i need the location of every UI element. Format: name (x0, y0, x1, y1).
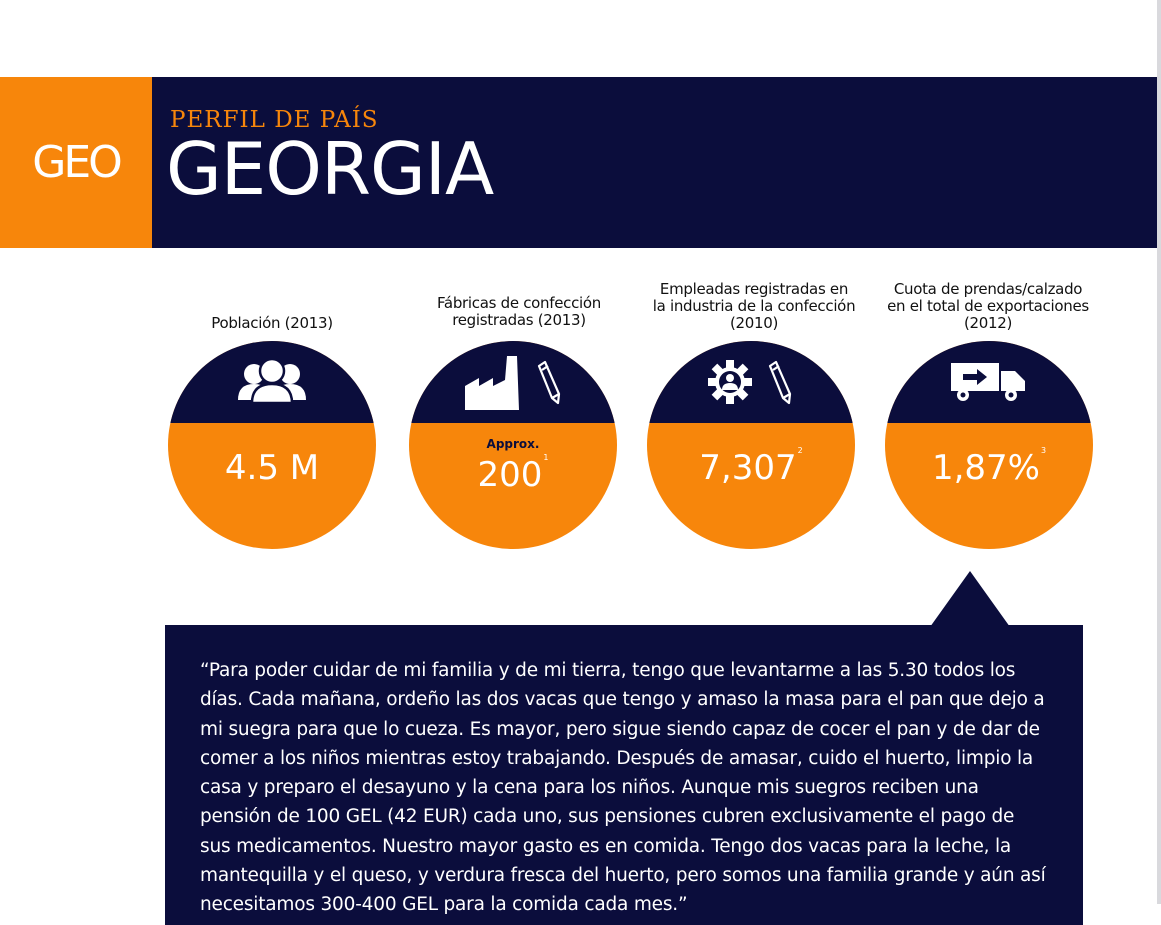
country-title: GEORGIA (166, 127, 494, 211)
footnote-marker: 2 (797, 446, 803, 455)
stat-value (647, 448, 855, 488)
stat-circle-employees (647, 341, 855, 549)
stat-value (885, 448, 1093, 488)
stat-label-employees (624, 281, 884, 332)
profile-kicker: PERFIL DE PAÍS (170, 107, 379, 133)
quote-text: “Para poder cuidar de mi familia y de mi tierra, tengo que levantarme a las 5.30 todos los días. Cada mañana, ordeño las dos vacas que tengo y amaso la masa para el pan que dejo a mi suegra para que lo cueza. Es mayor, pero sigue siendo capaz de cocer el pan y de dar de comer a los niños mientras estoy trabajando. Después de amasar, cuido el huerto, limpio la casa y preparo el desayuno y la cena para los niños. Aunque mis suegros reciben una pensión de 100 GEL (42 EUR) cada uno, sus pensiones cubren exclusivamente el pago de sus medicamentos. Nuestro mayor gasto es en comida. Tengo dos vacas para la leche, la mantequilla y el queso, y verdura fresca del huerto, pero somos una familia grande y aún así necesitamos 300-400 GEL para la comida cada mes.” (200, 660, 1046, 916)
quote-pointer (930, 571, 1010, 627)
footnote-marker: 1 (543, 453, 549, 462)
stat-value-exports: 1,87% (931, 448, 1040, 488)
stat-label-factories (389, 295, 649, 329)
stat-circle-exports (885, 341, 1093, 549)
stat-value-population: 4.5 M (224, 448, 320, 488)
stat-value-employees: 7,307 (699, 448, 797, 488)
stat-circle-factories (409, 341, 617, 549)
country-code-box (0, 77, 152, 248)
page-edge-rule (1157, 0, 1161, 904)
factory-icon (463, 352, 521, 412)
stat-label-exports-text: Cuota de prendas/calzado en el total de exportaciones (2012) (887, 280, 1089, 332)
people-icon (234, 360, 310, 404)
header-banner (0, 77, 1157, 248)
footnote-marker: 3 (1040, 446, 1047, 455)
gear-person-icon (708, 360, 752, 404)
stat-label-exports (858, 281, 1118, 332)
pencil-icon (535, 358, 563, 406)
stat-value (409, 455, 617, 495)
stat-value-factories: 200 (477, 455, 543, 495)
country-code: GEO (32, 137, 120, 188)
stat-approx-label: Approx. (486, 437, 540, 451)
stat-label-factories-text: Fábricas de confección registradas (2013) (436, 294, 602, 329)
quote-box (165, 625, 1083, 925)
pencil-icon (766, 358, 794, 406)
truck-icon (949, 361, 1029, 403)
stat-circle-population (168, 341, 376, 549)
stat-value (168, 448, 376, 488)
stat-label-employees-text: Empleadas registradas en la industria de la confección (2010) (652, 280, 856, 332)
stat-label-population: Población (2013) (211, 314, 333, 332)
